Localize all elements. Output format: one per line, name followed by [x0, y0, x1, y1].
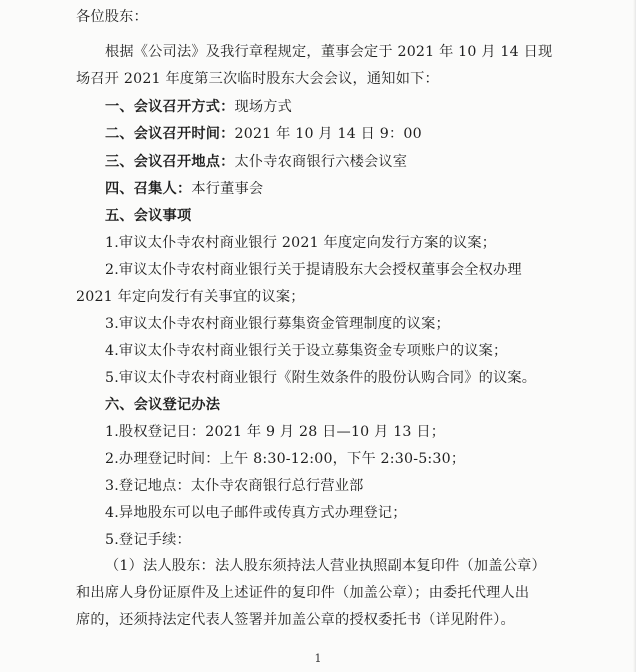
- intro-line-2: 场召开 2021 年度第三次临时股东大会会议，通知如下：: [76, 71, 439, 87]
- registration-item-2: 2.办理登记时间：上午 8:30-12:00，下午 2:30-5:30；: [105, 451, 466, 467]
- registration-item-4: 4.异地股东可以电子邮件或传真方式办理登记；: [105, 505, 407, 521]
- agenda-item-4: 4.审议太仆寺农村商业银行关于设立募集资金专项账户的议案；: [105, 343, 508, 359]
- item-convener-value: 本行董事会: [191, 181, 264, 197]
- item-convener: [105, 179, 263, 199]
- agenda-heading: 五、会议事项: [105, 208, 192, 224]
- item-time-label: 二、会议召开时间：: [105, 126, 235, 142]
- legal-person-line-2: 和出席人身份证原件及上述证件的复印件（加盖公章）；由委托代理人出: [76, 585, 530, 601]
- salutation: 各位股东：: [76, 9, 148, 25]
- legal-person-line-3: 席的，还须持法定代表人签署并加盖公章的授权委托书（详见附件）。: [76, 612, 515, 628]
- item-place-value: 太仆寺农商银行六楼会议室: [234, 154, 408, 170]
- registration-item-1: 1.股权登记日：2021 年 9 月 28 日—10 月 13 日；: [105, 424, 446, 440]
- agenda-item-2-line-2: 2021 年定向发行有关事宜的议案；: [76, 289, 305, 305]
- page-number: 1: [314, 652, 322, 665]
- registration-item-3: 3.登记地点：太仆寺农商银行总行营业部: [105, 478, 364, 494]
- legal-person-line-1: （1）法人股东：法人股东须持法人营业执照副本复印件（加盖公章）: [105, 558, 546, 574]
- agenda-item-3: 3.审议太仆寺农村商业银行募集资金管理制度的议案；: [105, 316, 450, 332]
- item-method-label: 一、会议召开方式：: [105, 99, 235, 115]
- agenda-item-5: 5.审议太仆寺农村商业银行《附生效条件的股份认购合同》的议案。: [105, 370, 537, 386]
- agenda-item-1: 1.审议太仆寺农村商业银行 2021 年度定向发行方案的议案；: [105, 235, 497, 251]
- item-convener-label: 四、召集人：: [105, 181, 192, 197]
- item-time: [105, 124, 422, 144]
- registration-heading: 六、会议登记办法: [105, 397, 221, 413]
- item-place-label: 三、会议召开地点：: [105, 154, 235, 170]
- item-method-value: 现场方式: [234, 99, 293, 115]
- registration-item-5: 5.登记手续：: [105, 532, 191, 548]
- item-place: [105, 152, 407, 172]
- item-time-value: 2021 年 10 月 14 日 9：00: [234, 126, 422, 142]
- item-method: [105, 97, 292, 117]
- intro-line-1: 根据《公司法》及我行章程规定，董事会定于 2021 年 10 月 14 日现: [105, 44, 553, 60]
- agenda-item-2-line-1: 2.审议太仆寺农村商业银行关于提请股东大会授权董事会全权办理: [105, 262, 522, 278]
